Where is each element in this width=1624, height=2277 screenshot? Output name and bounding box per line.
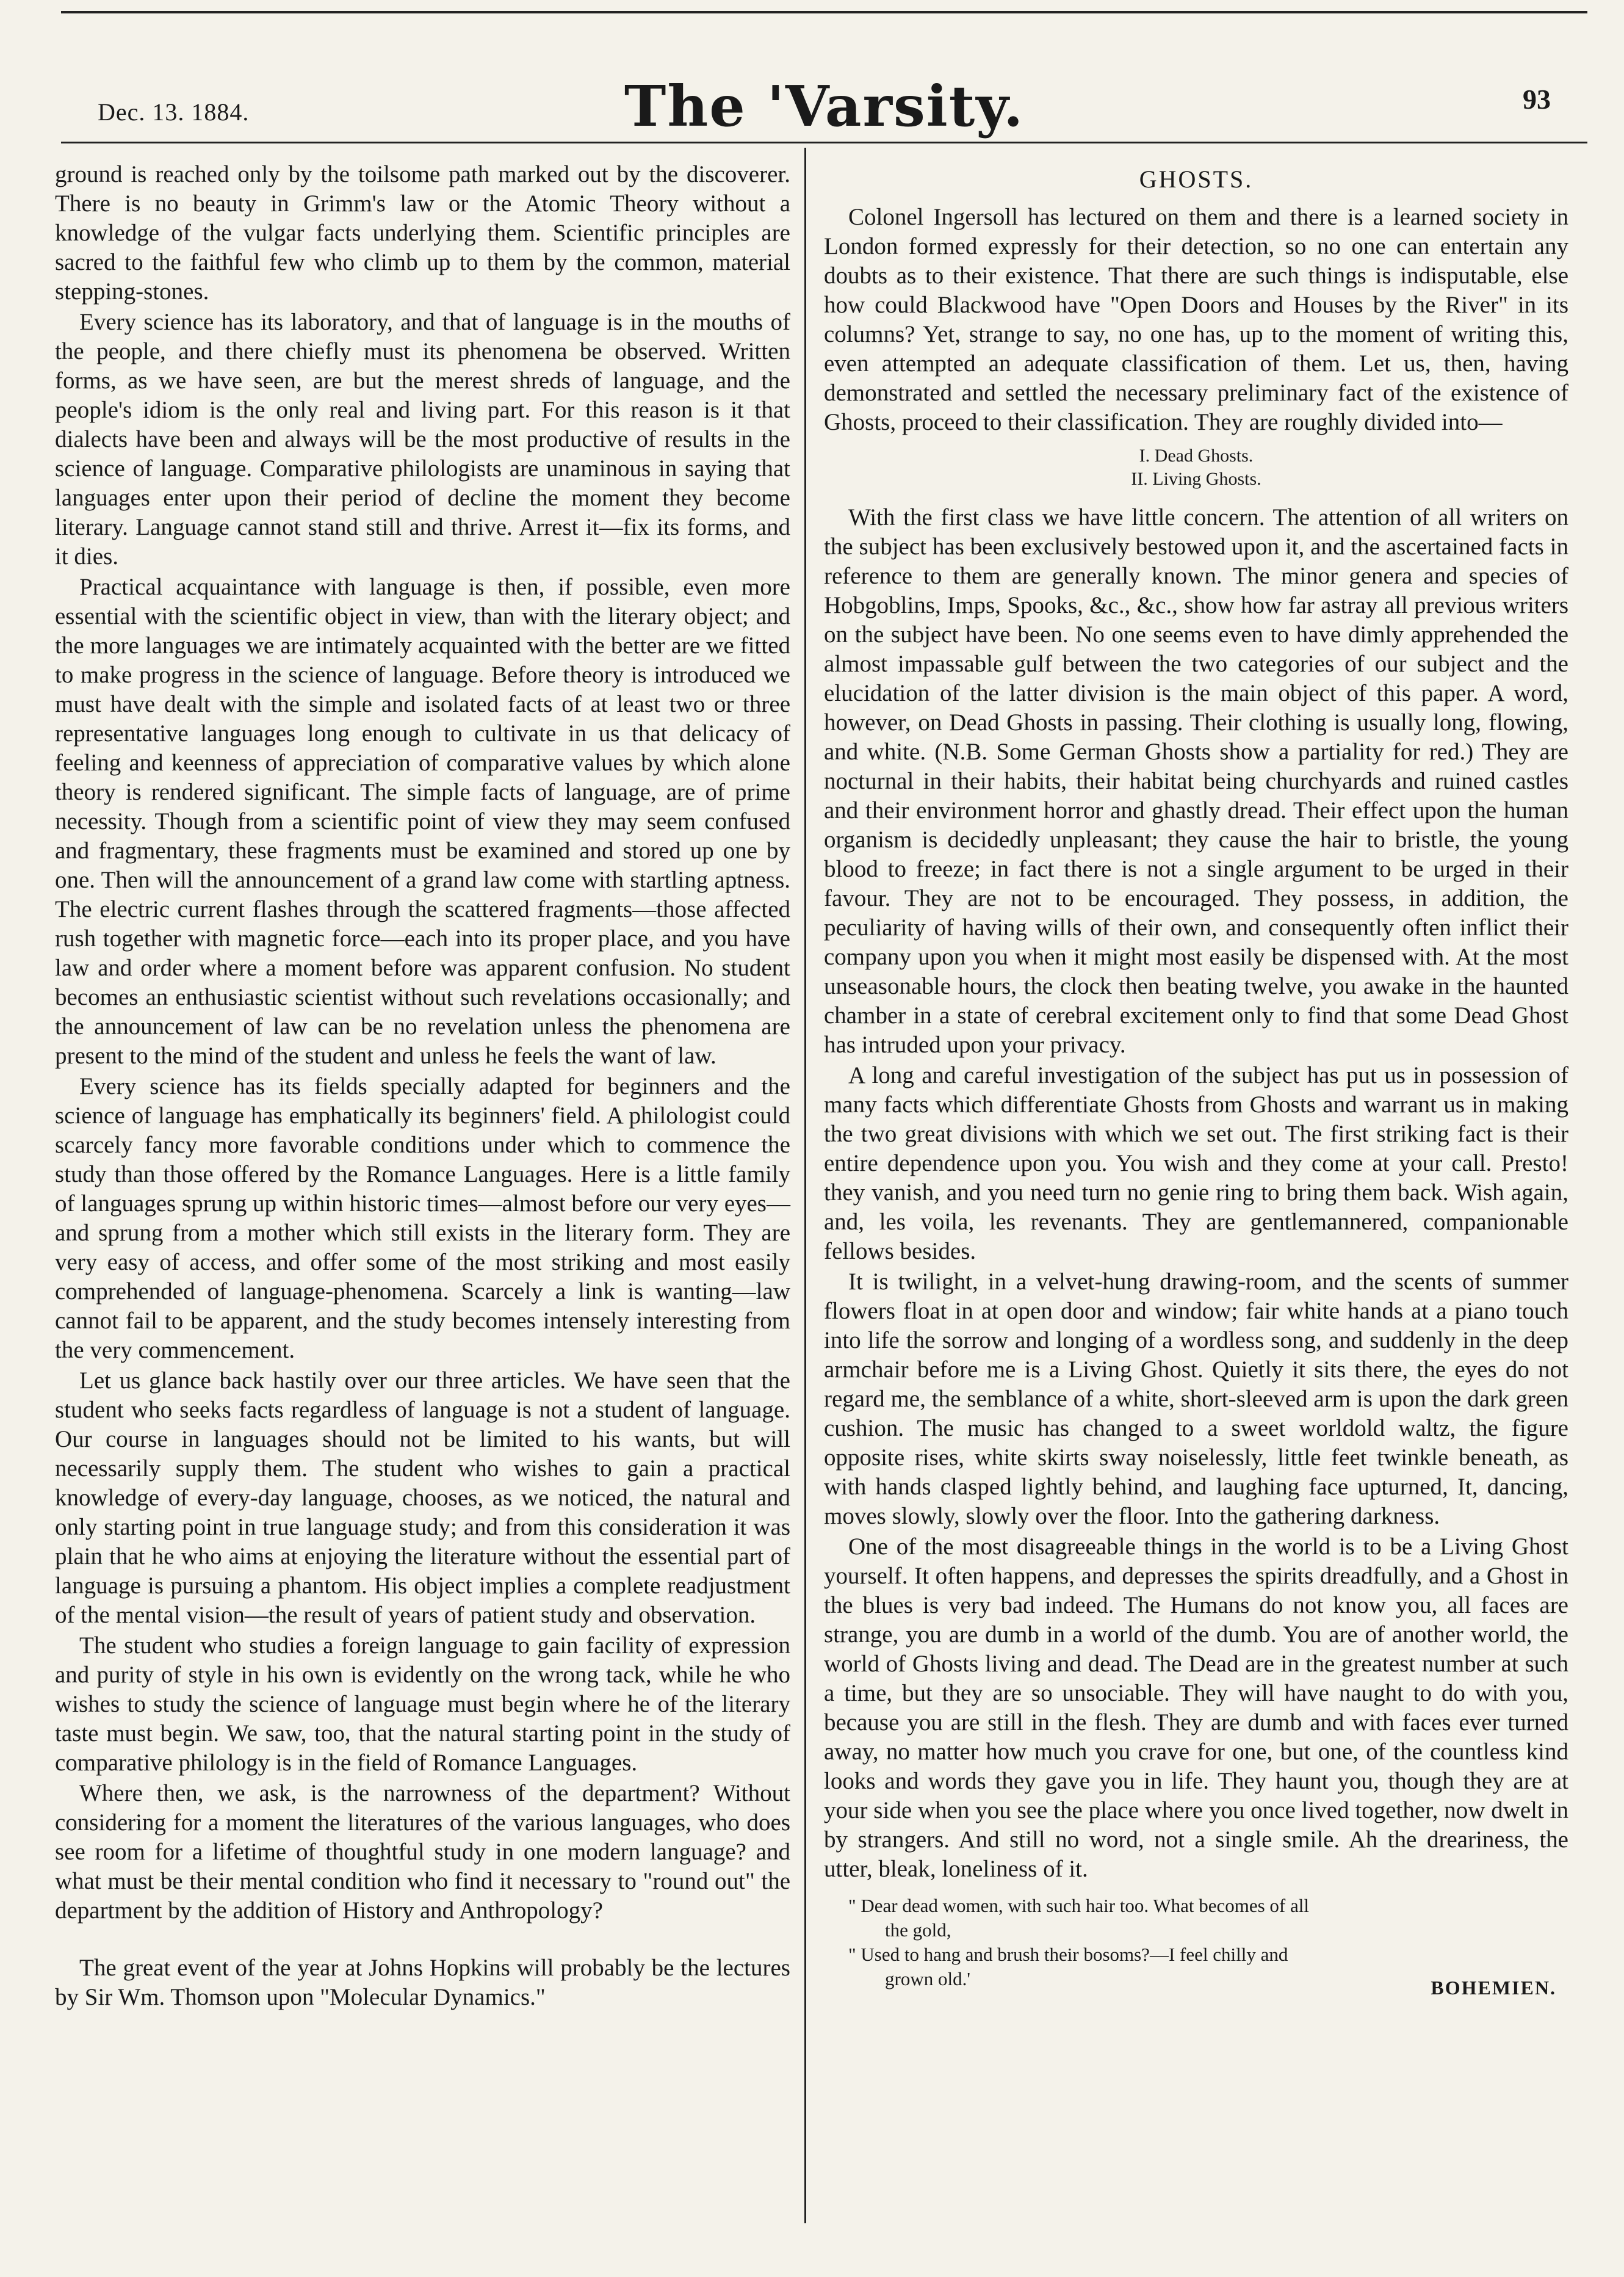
verse-line: " Used to hang and brush their bosoms?—I feel chilly and [848,1944,1288,1965]
article-title: GHOSTS. [1139,165,1254,193]
verse-line: the gold, [885,1919,951,1941]
page-header [98,73,1551,140]
left-paragraph: The student who studies a foreign language to gain facility of expression and purity of style in his own is evidently on the wrong tack, while he who wishes to study the science of language must begin where he of the literary taste must begin. We saw, too, that the natural starting point in the study of comparative philology is in the field of Romance Languages. [55,1632,790,1776]
issue-date: Dec. 13. 1884. [98,98,250,126]
right-paragraph: One of the most disagreeable things in the world is to be a Living Ghost yourself. It often happens, and depresses the spirits dreadfully, and a Ghost in the blues is very bad indeed. The Humans do not know you, all faces are strange, you are dumb in a world of the dumb. You are of another world, the world of Ghosts living and dead. The Dead are in the greatest number at such a time, but they are so unsociable. They will have naught to do with you, because you are still in the flesh. They are dumb and with faces ever turned away, no matter how much you crave for one, but one, of the countless kind looks and words they gave you in life. They haunt you, though they are at your side when you see the place where you once lived together, now dwelt in by strangers. And still no word, not a single smile. Ah the dreariness, the utter, bleak, loneliness of it. [824,1533,1568,1882]
left-paragraph: Let us glance back hastily over our three articles. We have seen that the student who seeks facts regardless of language is not a student of language. Our course in languages should not be limited to his wants, but will necessarily supply them. The student who wishes to gain a practical knowledge of every-day language, chooses, as we noticed, the natural and only starting point in true language study; and from this consideration it was plain that he who aims at enjoying the literature without the essential part of language is pursuing a phantom. His object implies a complete readjustment of the mental vision—the result of years of patient study and observation. [55,1367,790,1628]
column-divider [804,148,806,2223]
verse-line: " Dear dead women, with such hair too. What becomes of all [848,1895,1309,1916]
left-paragraph: Every science has its laboratory, and that of language is in the mouths of the people, and there chiefly must its phenomena be observed. Written forms, as we have seen, are but the merest shreds of language, and the people's idiom is the only real and living part. For this reason is it that dialects have been and always will be the most productive of results in the science of language. Comparative philologists are unaminous in saying that languages enter upon their period of decline the moment they become literary. Language cannot stand still and thrive. Arrest it—fix its forms, and it dies. [55,309,790,570]
left-paragraph: ground is reached only by the toilsome path marked out by the discoverer. There is no beauty in Grimm's law or the Atomic Theory without a knowledge of the vulgar facts underlying them. Scientific principles are sacred to the faithful few who climb up to them by the common, material stepping-stones. [55,161,790,305]
verse-line: grown old.' [885,1968,970,1989]
author-signature: BOHEMIEN. [1431,1977,1556,1999]
masthead-title: The 'Varsity. [624,73,1025,139]
right-paragraph: It is twilight, in a velvet-hung drawing-room, and the scents of summer flowers float in at open door and window; fair white hands at a piano touch into life the sorrow and longing of a wordless song, and suddenly in the deep armchair before me is a Living Ghost. Quietly it sits there, the eyes do not regard me, the semblance of a white, short-sleeved arm is upon the dark green cushion. The music has changed to a sweet worldold waltz, the figure opposite rises, white skirts sway noiselessly, little feet twinkle beneath, as with hands clasped lightly behind, and laughing face upturned, It, dancing, moves slowly, slowly over the floor. Into the gathering darkness. [824,1269,1568,1529]
left-column [55,160,790,2013]
left-paragraph: Every science has its fields specially adapted for beginners and the science of language has emphatically its beginners' field. A philologist could scarcely fancy more favorable conditions under which to commence the study than those offered by the Romance Languages. Here is a little family of languages sprung up within historic times—almost before our very eyes—and sprung from a mother which still exists in the literary form. They are very easy of access, and offer some of the most striking and most easily comprehended of language-phenomena. Scarcely a link is wanting—law cannot fail to be apparent, and the study becomes intensely interesting from the very commencement. [55,1073,790,1363]
right-paragraph: Colonel Ingersoll has lectured on them and there is a learned society in London formed expressly for their detection, so no one can entertain any doubts as to their existence. That there are such things is indisputable, else how could Blackwood have "Open Doors and Houses by the River" in its columns? Yet, strange to say, no one has, up to the moment of writing this, even attempted an adequate classification of them. Let us, then, having demonstrated and settled the necessary preliminary fact of the existence of Ghosts, proceed to their classification. They are roughly divided into— [824,204,1568,435]
top-border [61,11,1587,13]
classification-list [824,444,1568,491]
classification-item: I. Dead Ghosts. [1139,446,1254,466]
page-number: 93 [1523,84,1551,115]
right-paragraph: With the first class we have little concern. The attention of all writers on the subject has been exclusively bestowed upon it, and the ascertained facts in reference to them are generally known. The minor genera and species of Hobgoblins, Imps, Spooks, &c., &c., show how far astray all previous writers on the subject have been. No one seems even to have dimly apprehended the almost impassable gulf between the two categories of our subject and the elucidation of the latter division is the main object of this paper. A word, however, on Dead Ghosts in passing. Their clothing is usually long, flowing, and white. (N.B. Some German Ghosts show a partiality for red.) They are nocturnal in their habits, their habitat being churchyards and ruined castles and their environment horror and ghastly dread. Their effect upon the human organism is decidedly unpleasant; they cause the hair to bristle, the young blood to freeze; in fact there is not a single argument to be urged in their favour. They are not to be encouraged. They possess, in addition, the peculiarity of having wills of their own, and consequently often inflict their company upon you when it might most easily be dispensed with. At the most unseasonable hours, the clock then beating twelve, you awake in the haunted chamber in a state of cerebral excitement only to find that some Dead Ghost has intruded upon your privacy. [824,504,1568,1058]
header-rule [61,142,1587,143]
news-note: The great event of the year at Johns Hopkins will probably be the lectures by Sir Wm. Thomson upon "Molecular Dynamics." [55,1955,790,2010]
classification-item: II. Living Ghosts. [1131,469,1261,489]
right-column [824,160,1568,2002]
left-paragraph: Where then, we ask, is the narrowness of the department? Without considering for a moment the literatures of the various languages, who does see room for a lifetime of thoughtful study in one modern language? and what must be their mental condition who find it necessary to "round out" the department by the addition of History and Anthropology? [55,1780,790,1924]
left-paragraph: Practical acquaintance with language is then, if possible, even more essential with the scientific object in view, than with the literary object; and the more languages we are intimately acquainted with the better are we fitted to make progress in the science of language. Before theory is introduced we must have dealt with the simple and isolated facts of at least two or three representative languages long enough to cultivate in us that delicacy of feeling and keenness of appreciation of comparative values by which alone theory is rendered significant. The simple facts of language, are of prime necessity. Though from a scientific point of view they may seem confused and fragmentary, these fragments must be examined and stored up one by one. Then will the announcement of a grand law come with startling aptness. The electric current flashes through the scattered fragments—those affected rush together with magnetic force—each into its proper place, and you have law and order where a moment before was apparent confusion. No student becomes an enthusiastic scientist without such revelations occasionally; and the announcement of law can be no revelation unless the phenomena are present to the mind of the student and unless he feels the want of law. [55,574,790,1069]
right-paragraph: A long and careful investigation of the subject has put us in possession of many facts which differentiate Ghosts from Ghosts and warrant us in making the two great divisions with which we set out. The first striking fact is their entire dependence upon you. You wish and they come at your call. Presto! they vanish, and you need turn no genie ring to bring them back. Wish again, and, les voila, les revenants. They are gentlemannered, companionable fellows besides. [824,1062,1568,1264]
